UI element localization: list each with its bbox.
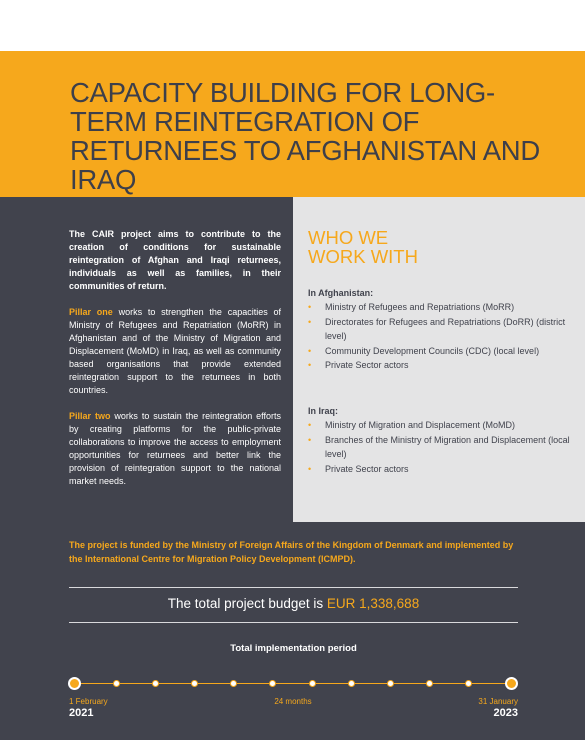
partner-group-title: In Afghanistan: (308, 288, 374, 298)
timeline-dot (465, 680, 472, 687)
partners-title (308, 228, 418, 266)
partners-title-line-1: WHO WE (308, 227, 389, 248)
bullet-icon: • (308, 463, 312, 474)
budget-line (69, 596, 518, 611)
pillar-one-text: works to strengthen the capacities of Ministry of Refugees and Repatriation (MoRR) in Afghanistan and of the Ministry of Migration and Displacement (MoMD) in Iraq, as well as community based organisations that provide extended reintegration support to the returnees in both countries. (69, 307, 281, 395)
pillar-one-label: Pillar one (69, 307, 113, 317)
budget-label: The total project budget is (167, 596, 327, 611)
list-item-text: Branches of the Ministry of Migration and Displacement (local level) (325, 434, 570, 460)
title-banner (0, 51, 585, 197)
bullet-icon: • (308, 302, 312, 313)
list-item-text: Ministry of Migration and Displacement (MoMD) (325, 420, 516, 431)
list-item (308, 418, 573, 432)
bullet-icon: • (308, 420, 312, 431)
partner-list (308, 300, 573, 372)
list-item-text: Private Sector actors (325, 463, 409, 474)
bullet-icon: • (308, 360, 312, 371)
pillar-two-label: Pillar two (69, 411, 111, 421)
partner-group-title: In Iraq: (308, 406, 339, 416)
divider (69, 622, 518, 623)
partner-list (308, 418, 573, 476)
timeline-start-year: 2021 (69, 707, 94, 719)
partner-group-afghanistan (308, 286, 573, 372)
project-description (69, 228, 281, 501)
list-item-text: Ministry of Refugees and Repatriations (MoRR) (325, 302, 515, 313)
timeline-dot (309, 680, 316, 687)
timeline-dot (269, 680, 276, 687)
timeline-dot (426, 680, 433, 687)
pillar-two-text: works to sustain the reintegration efforts by creating platforms for the public-private collaborations to improve the access to employment opportunities for returnees and better link the provision of reintegration support to the national market needs. (69, 411, 281, 486)
timeline-end-marker (505, 677, 518, 690)
pillar-one-paragraph (69, 306, 281, 397)
timeline-title: Total implementation period (230, 643, 357, 654)
funding-statement: The project is funded by the Ministry of Foreign Affairs of the Kingdom of Denmark and implemented by the International Centre for Migration Policy Development (ICMPD). (69, 540, 514, 564)
timeline-dot (152, 680, 159, 687)
list-item (308, 462, 573, 476)
timeline-dot (348, 680, 355, 687)
timeline-line (74, 683, 512, 684)
timeline-start-date: 1 February (69, 697, 108, 706)
timeline-dot (230, 680, 237, 687)
list-item (308, 433, 573, 462)
partners-title-line-2: WORK WITH (308, 246, 418, 267)
page-title: CAPACITY BUILDING FOR LONG-TERM REINTEGRATION OF RETURNEES TO AFGHANISTAN AND IRAQ (70, 77, 540, 195)
timeline-dot (191, 680, 198, 687)
timeline-dot (387, 680, 394, 687)
list-item-text: Private Sector actors (325, 360, 409, 371)
timeline-start-marker (68, 677, 81, 690)
list-item (308, 300, 573, 314)
timeline-dot (113, 680, 120, 687)
list-item (308, 358, 573, 372)
timeline-end-year: 2023 (493, 707, 518, 719)
timeline-duration: 24 months (274, 697, 312, 706)
pillar-two-paragraph (69, 410, 281, 488)
list-item (308, 315, 573, 344)
partner-group-iraq (308, 404, 573, 476)
timeline-end-date: 31 January (478, 697, 518, 706)
budget-amount: EUR 1,338,688 (326, 596, 420, 611)
bullet-icon: • (308, 345, 312, 356)
intro-paragraph: The CAIR project aims to contribute to the creation of conditions for sustainable reintegration of Afghan and Iraqi returnees, individuals as well as families, in their communities of return. (69, 229, 281, 291)
list-item-text: Community Development Councils (CDC) (local level) (325, 345, 540, 356)
divider (69, 587, 518, 588)
bullet-icon: • (308, 434, 312, 445)
list-item-text: Directorates for Refugees and Repatriations (DoRR) (district level) (325, 316, 566, 342)
list-item (308, 344, 573, 358)
bullet-icon: • (308, 316, 312, 327)
partners-panel (293, 197, 585, 522)
